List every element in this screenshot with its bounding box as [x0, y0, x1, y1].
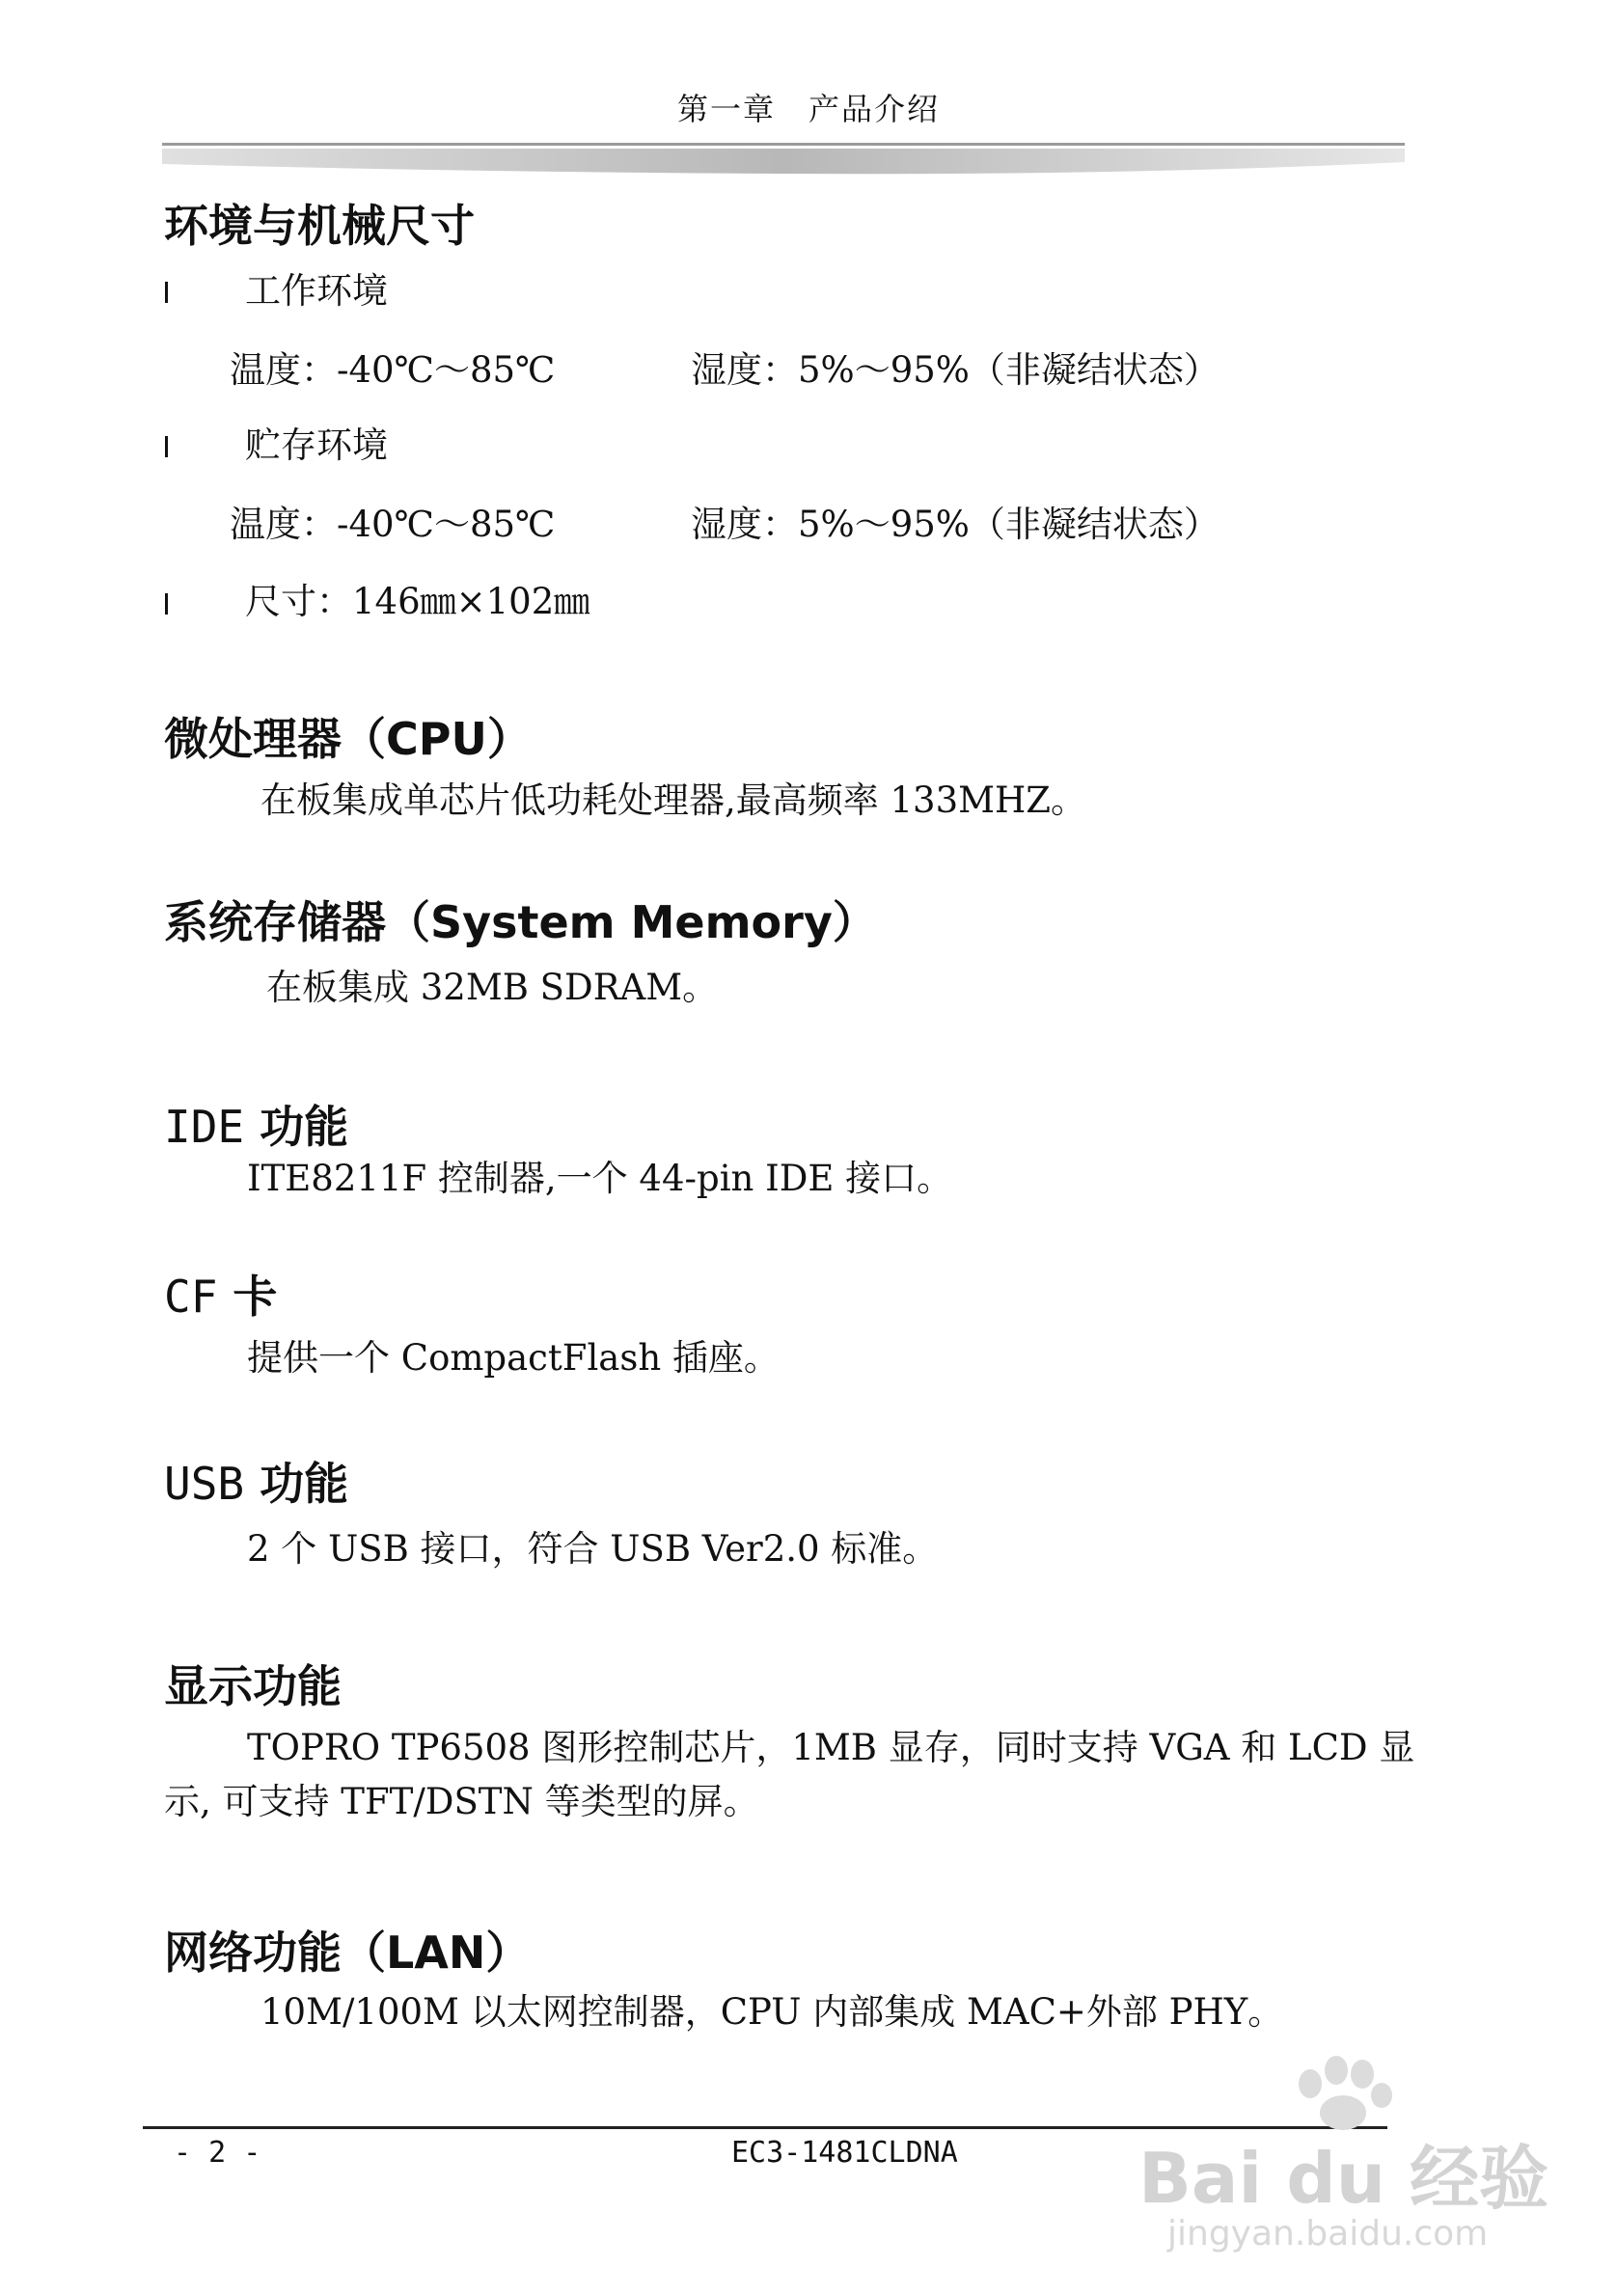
header-divider: [162, 143, 1405, 176]
baidu-watermark: [1138, 2055, 1549, 2267]
storage-env-label: 贮存环境: [245, 424, 388, 466]
work-env-label: 工作环境: [245, 270, 388, 312]
usb-description: 2 个 USB 接口，符合 USB Ver2.0 标准。: [247, 1528, 939, 1570]
section-title-memory: 系统存储器（System Memory）: [164, 896, 877, 948]
storage-temperature: 温度：-40℃～85℃: [230, 504, 556, 545]
model-number: EC3-1481CLDNA: [731, 2136, 958, 2170]
section-title-display: 显示功能: [164, 1660, 342, 1712]
section-title-ide: [164, 1092, 348, 1156]
watermark-url: jingyan.baidu.com: [1167, 2214, 1489, 2254]
chapter-header: 第一章 产品介绍: [676, 91, 940, 127]
display-description-line1: TOPRO TP6508 图形控制芯片，1MB 显存，同时支持 VGA 和 LCD 显: [247, 1727, 1415, 1768]
page-number: - 2 -: [174, 2136, 261, 2170]
memory-description: 在板集成 32MB SDRAM。: [266, 967, 719, 1008]
section-title-lan: 网络功能（LAN）: [164, 1927, 531, 1979]
paw-icon: [1283, 2055, 1399, 2132]
section-title-environment: 环境与机械尺寸: [164, 200, 475, 252]
cf-title-latin: CF: [164, 1271, 218, 1323]
section-title-cpu: 微处理器（CPU）: [164, 713, 532, 765]
watermark-brand: Bai du 经验: [1138, 2138, 1549, 2219]
ide-title-cjk: 功能: [260, 1101, 349, 1153]
ide-title-latin: IDE: [164, 1101, 245, 1153]
work-temperature: 温度：-40℃～85℃: [230, 349, 556, 391]
cpu-description: 在板集成单芯片低功耗处理器,最高频率 133MHZ。: [260, 779, 1087, 821]
cf-title-cjk: 卡: [233, 1271, 278, 1323]
storage-humidity: 湿度：5%～95%（非凝结状态）: [691, 504, 1220, 545]
bullet-marker: [165, 436, 168, 457]
dimensions-text: 尺寸：146㎜×102㎜: [245, 581, 590, 622]
display-description-line2: 示, 可支持 TFT/DSTN 等类型的屏。: [164, 1781, 759, 1822]
lan-description: 10M/100M 以太网控制器，CPU 内部集成 MAC+外部 PHY。: [260, 1991, 1284, 2033]
work-humidity: 湿度：5%～95%（非凝结状态）: [691, 349, 1220, 391]
section-title-cf: [164, 1262, 277, 1326]
ide-description: ITE8211F 控制器,一个 44-pin IDE 接口。: [247, 1158, 953, 1199]
bullet-marker: [165, 593, 168, 615]
usb-title-cjk: 功能: [260, 1458, 349, 1510]
usb-title-latin: USB: [164, 1458, 245, 1510]
section-title-usb: [164, 1449, 348, 1513]
cf-description: 提供一个 CompactFlash 插座。: [247, 1337, 780, 1379]
bullet-marker: [165, 282, 168, 303]
